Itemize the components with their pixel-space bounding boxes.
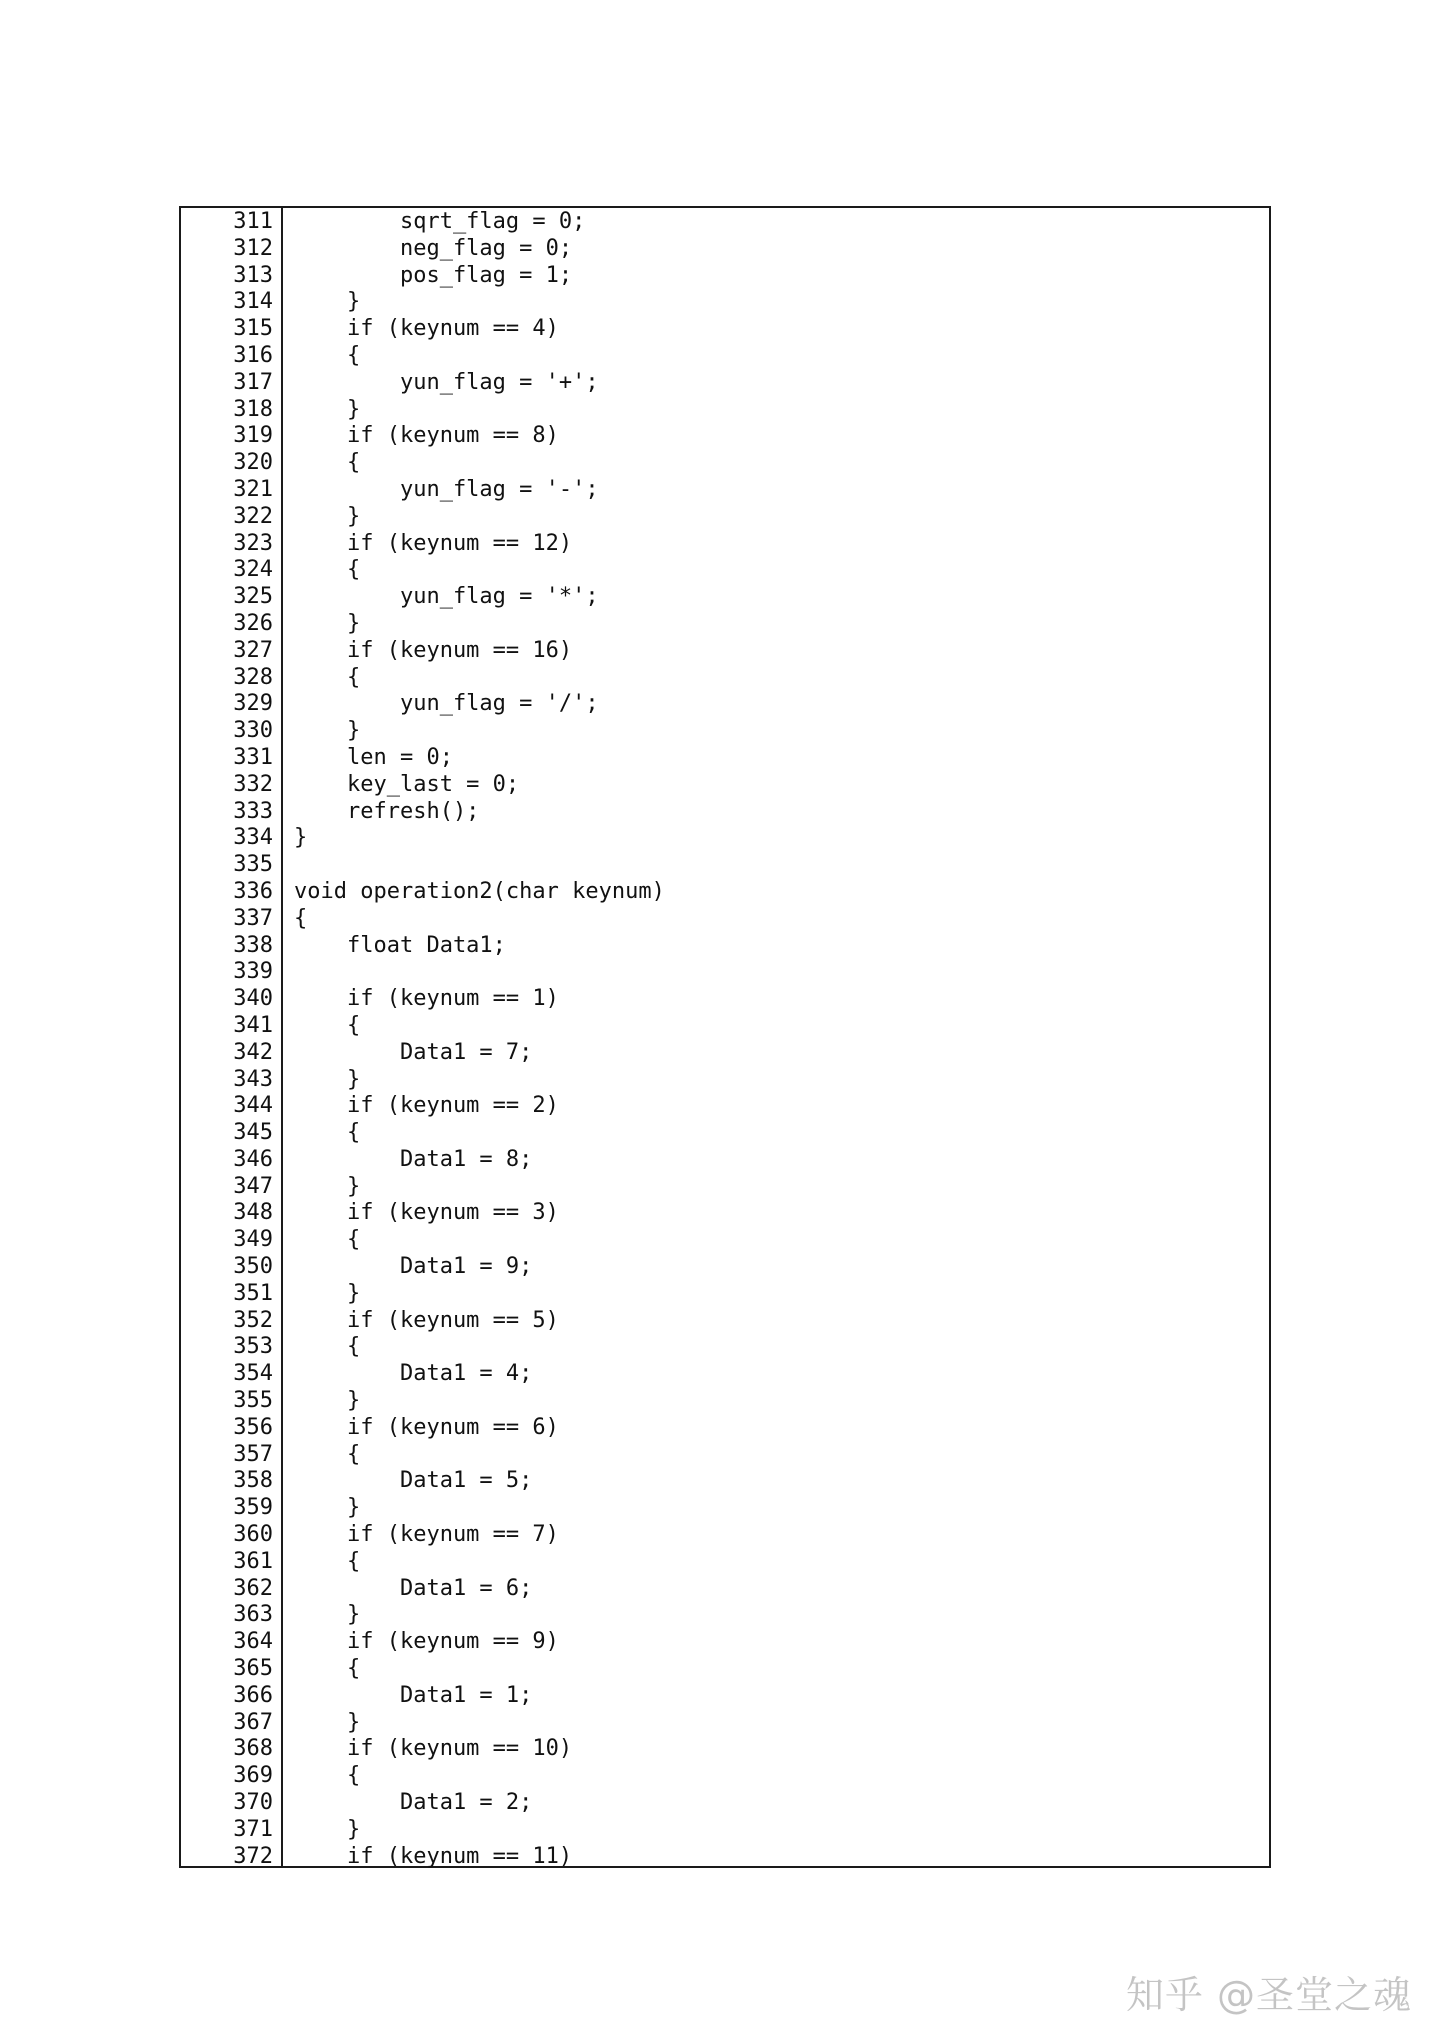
line-code: Data1 = 6; bbox=[294, 1575, 533, 1601]
line-code: len = 0; bbox=[294, 744, 453, 770]
code-line bbox=[181, 1361, 1269, 1388]
line-code: if (keynum == 16) bbox=[294, 637, 573, 663]
line-code: } bbox=[294, 1173, 361, 1199]
line-number: 363 bbox=[233, 1602, 273, 1628]
line-number: 333 bbox=[233, 798, 273, 824]
line-code: } bbox=[294, 1066, 361, 1092]
code-lines bbox=[181, 209, 1269, 1870]
line-code: } bbox=[294, 396, 361, 422]
line-number: 318 bbox=[233, 396, 273, 422]
line-code: if (keynum == 11) bbox=[294, 1843, 573, 1869]
line-number: 365 bbox=[233, 1656, 273, 1682]
code-line bbox=[181, 263, 1269, 290]
line-code: } bbox=[294, 610, 361, 636]
line-number: 366 bbox=[233, 1682, 273, 1708]
line-code: float Data1; bbox=[294, 932, 506, 958]
line-code: } bbox=[294, 503, 361, 529]
line-code: } bbox=[294, 1602, 361, 1628]
line-number: 353 bbox=[233, 1334, 273, 1360]
code-line bbox=[181, 370, 1269, 397]
code-line bbox=[181, 825, 1269, 852]
code-line bbox=[181, 638, 1269, 665]
code-line bbox=[181, 1093, 1269, 1120]
code-line bbox=[181, 772, 1269, 799]
code-line bbox=[181, 852, 1269, 879]
line-number: 343 bbox=[233, 1066, 273, 1092]
line-code: if (keynum == 9) bbox=[294, 1629, 559, 1655]
code-line bbox=[181, 986, 1269, 1013]
line-code: Data1 = 5; bbox=[294, 1468, 533, 1494]
line-code: sqrt_flag = 0; bbox=[294, 209, 586, 234]
line-code: if (keynum == 4) bbox=[294, 316, 559, 342]
code-line bbox=[181, 1281, 1269, 1308]
line-code: { bbox=[294, 342, 361, 368]
line-number: 331 bbox=[233, 744, 273, 770]
line-number: 354 bbox=[233, 1361, 273, 1387]
line-number: 338 bbox=[233, 932, 273, 958]
code-line bbox=[181, 933, 1269, 960]
line-code: Data1 = 1; bbox=[294, 1682, 533, 1708]
line-code: Data1 = 8; bbox=[294, 1146, 533, 1172]
code-line bbox=[181, 450, 1269, 477]
line-number: 326 bbox=[233, 610, 273, 636]
line-number: 351 bbox=[233, 1280, 273, 1306]
line-code: { bbox=[294, 1334, 361, 1360]
line-number: 321 bbox=[233, 476, 273, 502]
code-listing-table bbox=[179, 206, 1271, 1868]
code-line bbox=[181, 1763, 1269, 1790]
code-line bbox=[181, 1817, 1269, 1844]
line-code: } bbox=[294, 1495, 361, 1521]
code-line bbox=[181, 745, 1269, 772]
line-code: { bbox=[294, 1656, 361, 1682]
line-number: 328 bbox=[233, 664, 273, 690]
code-line bbox=[181, 1067, 1269, 1094]
line-number: 341 bbox=[233, 1012, 273, 1038]
line-number: 352 bbox=[233, 1307, 273, 1333]
code-line bbox=[181, 343, 1269, 370]
line-number: 323 bbox=[233, 530, 273, 556]
line-number: 367 bbox=[233, 1709, 273, 1735]
line-code: if (keynum == 5) bbox=[294, 1307, 559, 1333]
line-number: 350 bbox=[233, 1254, 273, 1280]
line-code: { bbox=[294, 905, 308, 931]
line-number: 320 bbox=[233, 450, 273, 476]
code-line bbox=[181, 1415, 1269, 1442]
code-line bbox=[181, 1736, 1269, 1763]
line-number: 368 bbox=[233, 1736, 273, 1762]
line-number: 337 bbox=[233, 905, 273, 931]
line-number: 325 bbox=[233, 584, 273, 610]
watermark: 知乎 @圣堂之魂 bbox=[1125, 1973, 1412, 2017]
line-code: yun_flag = '+'; bbox=[294, 369, 599, 395]
code-line bbox=[181, 1120, 1269, 1147]
line-code: void operation2(char keynum) bbox=[294, 878, 665, 904]
line-code: { bbox=[294, 557, 361, 583]
code-line bbox=[181, 1388, 1269, 1415]
line-code: if (keynum == 1) bbox=[294, 986, 559, 1012]
line-number: 345 bbox=[233, 1120, 273, 1146]
line-number: 355 bbox=[233, 1388, 273, 1414]
code-line bbox=[181, 611, 1269, 638]
line-number: 348 bbox=[233, 1200, 273, 1226]
code-line bbox=[181, 665, 1269, 692]
line-number: 313 bbox=[233, 262, 273, 288]
line-code: yun_flag = '-'; bbox=[294, 476, 599, 502]
line-number: 322 bbox=[233, 503, 273, 529]
code-line bbox=[181, 1334, 1269, 1361]
line-code: } bbox=[294, 1280, 361, 1306]
line-number: 315 bbox=[233, 316, 273, 342]
code-line bbox=[181, 799, 1269, 826]
line-code: { bbox=[294, 1548, 361, 1574]
line-number: 335 bbox=[233, 852, 273, 878]
line-number: 311 bbox=[233, 209, 273, 234]
line-number: 347 bbox=[233, 1173, 273, 1199]
line-number: 317 bbox=[233, 369, 273, 395]
code-line bbox=[181, 397, 1269, 424]
line-number: 316 bbox=[233, 342, 273, 368]
line-code: Data1 = 7; bbox=[294, 1039, 533, 1065]
line-code: Data1 = 9; bbox=[294, 1254, 533, 1280]
line-code: if (keynum == 8) bbox=[294, 423, 559, 449]
code-line bbox=[181, 1790, 1269, 1817]
code-line bbox=[181, 531, 1269, 558]
line-number: 372 bbox=[233, 1843, 273, 1869]
line-code: { bbox=[294, 450, 361, 476]
line-number: 369 bbox=[233, 1763, 273, 1789]
line-number: 357 bbox=[233, 1441, 273, 1467]
line-number: 360 bbox=[233, 1522, 273, 1548]
code-line bbox=[181, 1013, 1269, 1040]
line-code: if (keynum == 2) bbox=[294, 1093, 559, 1119]
line-number: 340 bbox=[233, 986, 273, 1012]
code-line bbox=[181, 691, 1269, 718]
code-line bbox=[181, 316, 1269, 343]
line-code: { bbox=[294, 664, 361, 690]
line-number: 364 bbox=[233, 1629, 273, 1655]
code-line bbox=[181, 906, 1269, 933]
line-code: } bbox=[294, 289, 361, 315]
line-code: } bbox=[294, 1709, 361, 1735]
code-line bbox=[181, 1656, 1269, 1683]
line-code: { bbox=[294, 1763, 361, 1789]
line-number: 332 bbox=[233, 771, 273, 797]
line-code: } bbox=[294, 1816, 361, 1842]
line-number: 370 bbox=[233, 1790, 273, 1816]
line-number: 339 bbox=[233, 959, 273, 985]
line-number: 329 bbox=[233, 691, 273, 717]
code-line bbox=[181, 1442, 1269, 1469]
line-code: pos_flag = 1; bbox=[294, 262, 573, 288]
line-code: { bbox=[294, 1441, 361, 1467]
line-number: 314 bbox=[233, 289, 273, 315]
line-code: } bbox=[294, 1388, 361, 1414]
code-line bbox=[181, 504, 1269, 531]
line-code: key_last = 0; bbox=[294, 771, 520, 797]
line-code: if (keynum == 3) bbox=[294, 1200, 559, 1226]
line-number: 362 bbox=[233, 1575, 273, 1601]
line-code: yun_flag = '/'; bbox=[294, 691, 599, 717]
code-line bbox=[181, 1710, 1269, 1737]
line-code: Data1 = 2; bbox=[294, 1790, 533, 1816]
code-line bbox=[181, 718, 1269, 745]
code-line bbox=[181, 1308, 1269, 1335]
code-line bbox=[181, 1522, 1269, 1549]
code-line bbox=[181, 1200, 1269, 1227]
code-line bbox=[181, 1254, 1269, 1281]
code-line bbox=[181, 584, 1269, 611]
line-number: 344 bbox=[233, 1093, 273, 1119]
code-line bbox=[181, 209, 1269, 236]
line-number: 312 bbox=[233, 235, 273, 261]
line-number: 330 bbox=[233, 718, 273, 744]
line-code: neg_flag = 0; bbox=[294, 235, 573, 261]
code-line bbox=[181, 477, 1269, 504]
code-line bbox=[181, 1040, 1269, 1067]
line-number: 359 bbox=[233, 1495, 273, 1521]
code-line bbox=[181, 1576, 1269, 1603]
line-code: } bbox=[294, 825, 308, 851]
code-line bbox=[181, 289, 1269, 316]
code-line bbox=[181, 423, 1269, 450]
line-number: 356 bbox=[233, 1414, 273, 1440]
code-line bbox=[181, 1147, 1269, 1174]
line-code: if (keynum == 10) bbox=[294, 1736, 573, 1762]
code-line bbox=[181, 1174, 1269, 1201]
code-line bbox=[181, 879, 1269, 906]
line-code: if (keynum == 6) bbox=[294, 1414, 559, 1440]
line-code: Data1 = 4; bbox=[294, 1361, 533, 1387]
code-line bbox=[181, 1683, 1269, 1710]
code-line bbox=[181, 1227, 1269, 1254]
line-number: 361 bbox=[233, 1548, 273, 1574]
line-code: { bbox=[294, 1120, 361, 1146]
code-line bbox=[181, 236, 1269, 263]
line-number: 371 bbox=[233, 1816, 273, 1842]
line-number: 349 bbox=[233, 1227, 273, 1253]
code-line bbox=[181, 1844, 1269, 1871]
line-code: refresh(); bbox=[294, 798, 480, 824]
line-code: yun_flag = '*'; bbox=[294, 584, 599, 610]
line-number: 346 bbox=[233, 1146, 273, 1172]
code-line bbox=[181, 557, 1269, 584]
code-line bbox=[181, 1602, 1269, 1629]
line-code: { bbox=[294, 1227, 361, 1253]
line-number: 327 bbox=[233, 637, 273, 663]
line-number: 358 bbox=[233, 1468, 273, 1494]
line-code: if (keynum == 12) bbox=[294, 530, 573, 556]
line-number: 334 bbox=[233, 825, 273, 851]
line-code: if (keynum == 7) bbox=[294, 1522, 559, 1548]
line-number: 336 bbox=[233, 878, 273, 904]
line-code: } bbox=[294, 718, 361, 744]
line-number: 324 bbox=[233, 557, 273, 583]
code-line bbox=[181, 1629, 1269, 1656]
code-line bbox=[181, 959, 1269, 986]
code-line bbox=[181, 1468, 1269, 1495]
line-number: 319 bbox=[233, 423, 273, 449]
code-line bbox=[181, 1495, 1269, 1522]
line-code: { bbox=[294, 1012, 361, 1038]
code-line bbox=[181, 1549, 1269, 1576]
line-number: 342 bbox=[233, 1039, 273, 1065]
